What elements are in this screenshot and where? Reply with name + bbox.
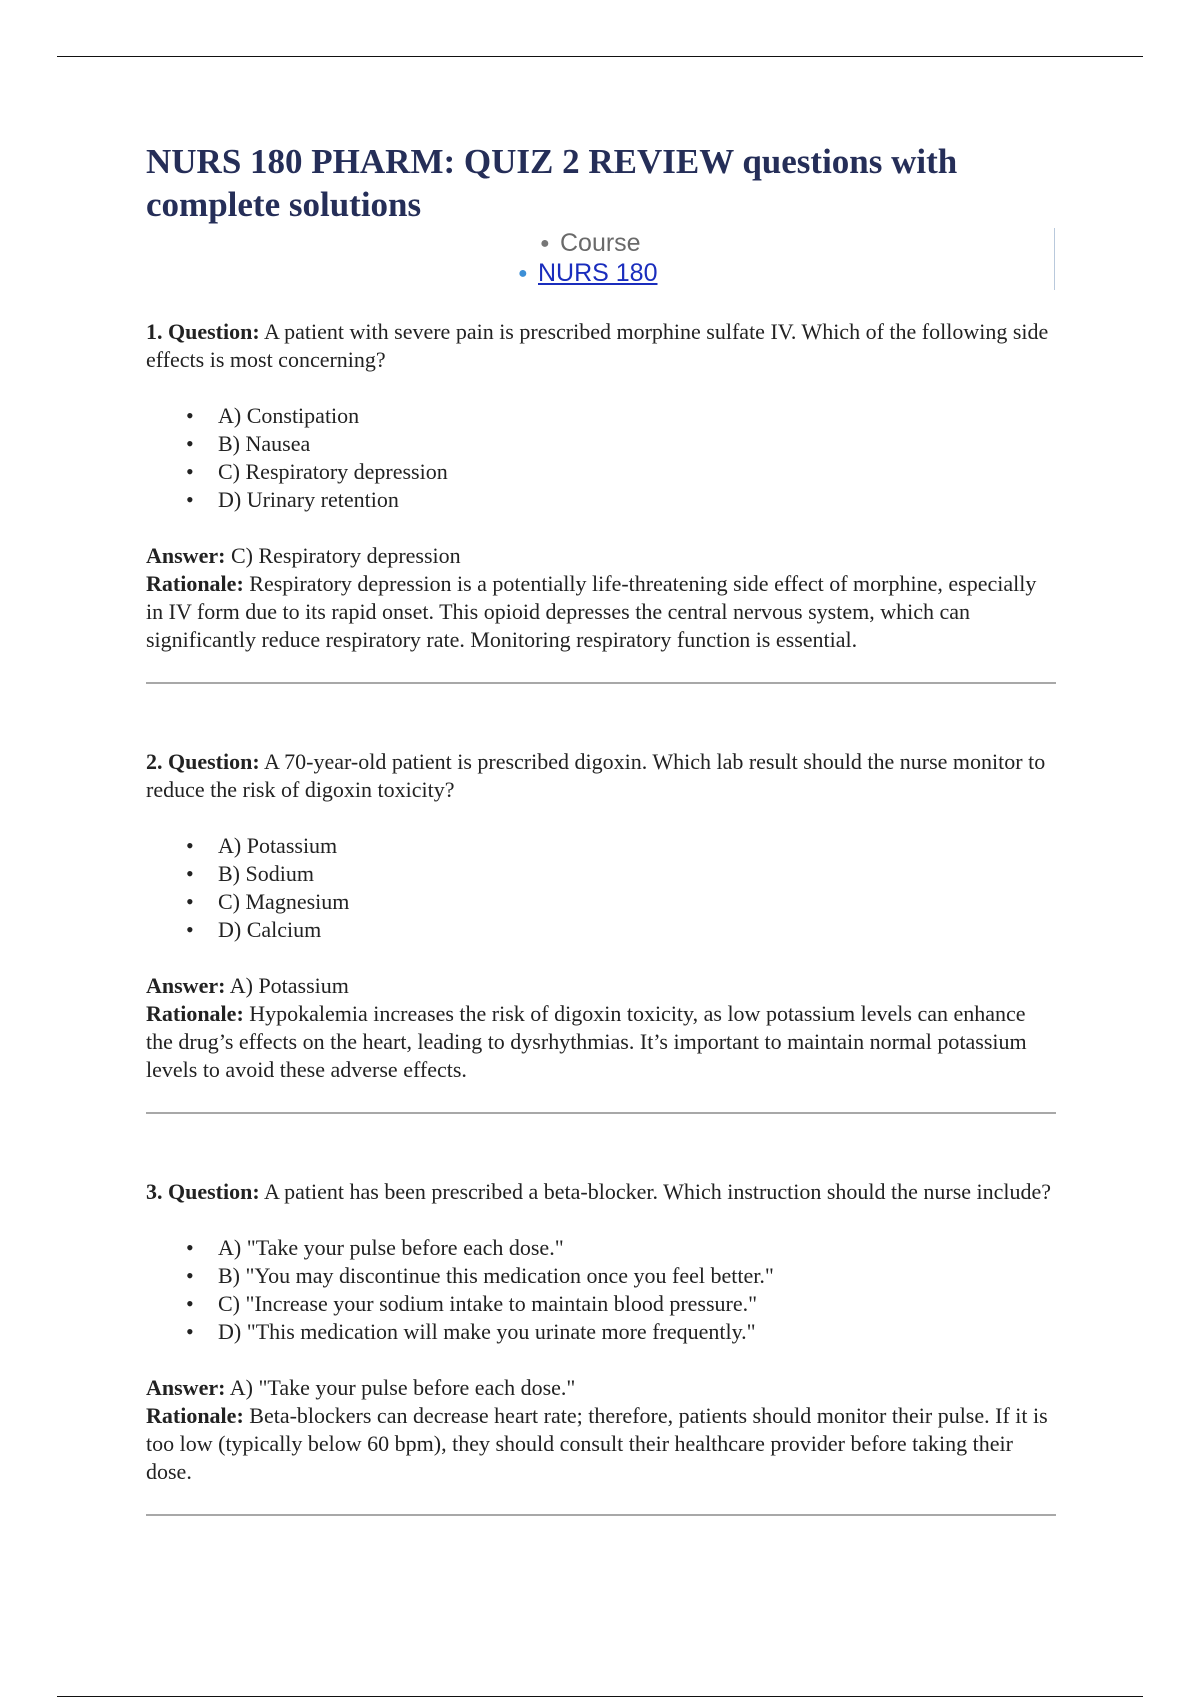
page-title: NURS 180 PHARM: QUIZ 2 REVIEW questions with complete solutions: [146, 142, 958, 224]
course-breadcrumb: [146, 228, 1056, 298]
option-item: • C) "Increase your sodium intake to maintain blood pressure.": [186, 1290, 1056, 1318]
question-block-1: [146, 318, 1056, 684]
course-label: Course: [560, 229, 641, 257]
question-body: A patient has been prescribed a beta-blocker. Which instruction should the nurse include?: [263, 1179, 1052, 1204]
answer-value: A) "Take your pulse before each dose.": [229, 1375, 576, 1400]
question-text: [146, 318, 1056, 374]
rationale-text: Beta-blockers can decrease heart rate; therefore, patients should monitor their pulse. If it is too low (typically below 60 bpm), they should consult their healthcare provider before taking their dose.: [146, 1403, 1048, 1484]
question-text: [146, 1178, 1056, 1206]
options-list: [146, 402, 1056, 514]
answer-line: [146, 972, 1056, 1000]
answer-value: A) Potassium: [229, 973, 349, 998]
option-item: • A) Potassium: [186, 832, 1056, 860]
course-link-item[interactable]: [518, 258, 658, 289]
rationale-line: [146, 1000, 1056, 1084]
rationale-text: Respiratory depression is a potentially life-threatening side effect of morphine, especially in IV form due to its rapid onset. This opioid depresses the central nervous system, which can significantly reduce respiratory rate. Monitoring respiratory function is essential.: [146, 571, 1037, 652]
rationale-label: Rationale:: [146, 1403, 244, 1428]
option-item: • B) "You may discontinue this medication once you feel better.": [186, 1262, 1056, 1290]
option-item: • A) Constipation: [186, 402, 1056, 430]
question-label: Question:: [168, 1179, 260, 1204]
answer-value: C) Respiratory depression: [230, 543, 461, 568]
question-label: Question:: [168, 749, 260, 774]
document-body: [146, 140, 1056, 1516]
answer-line: [146, 1374, 1056, 1402]
option-item: • D) Calcium: [186, 916, 1056, 944]
question-text: [146, 748, 1056, 804]
rationale-line: [146, 1402, 1056, 1486]
top-page-rule: [57, 56, 1143, 57]
option-item: • B) Sodium: [186, 860, 1056, 888]
option-item: • C) Respiratory depression: [186, 458, 1056, 486]
option-item: • C) Magnesium: [186, 888, 1056, 916]
section-divider: [146, 1112, 1056, 1114]
question-body: A 70-year-old patient is prescribed digoxin. Which lab result should the nurse monitor to reduce the risk of digoxin toxicity?: [146, 749, 1046, 802]
options-list: [146, 1234, 1056, 1346]
question-body: A patient with severe pain is prescribed morphine sulfate IV. Which of the following side effects is most concerning?: [146, 319, 1049, 372]
answer-label: Answer:: [146, 1375, 226, 1400]
question-label: Question:: [168, 319, 260, 344]
course-label-item: [540, 228, 641, 259]
question-block-2: [146, 748, 1056, 1114]
bullet-icon: ●: [518, 265, 528, 283]
rationale-label: Rationale:: [146, 1001, 244, 1026]
option-item: • B) Nausea: [186, 430, 1056, 458]
options-list: [146, 832, 1056, 944]
answer-label: Answer:: [146, 973, 226, 998]
question-number: 3.: [146, 1179, 163, 1204]
rationale-line: [146, 570, 1056, 654]
answer-line: [146, 542, 1056, 570]
question-block-3: [146, 1178, 1056, 1516]
bottom-page-rule: [57, 1696, 1143, 1697]
rationale-label: Rationale:: [146, 571, 244, 596]
rationale-text: Hypokalemia increases the risk of digoxin toxicity, as low potassium levels can enhance the drug’s effects on the heart, leading to dysrhythmias. It’s important to maintain normal potassium levels to avoid these adverse effects.: [146, 1001, 1027, 1082]
section-divider: [146, 1514, 1056, 1516]
option-item: • A) "Take your pulse before each dose.": [186, 1234, 1056, 1262]
question-number: 2.: [146, 749, 163, 774]
question-number: 1.: [146, 319, 163, 344]
section-divider: [146, 682, 1056, 684]
option-item: • D) "This medication will make you urinate more frequently.": [186, 1318, 1056, 1346]
answer-label: Answer:: [146, 543, 226, 568]
option-item: • D) Urinary retention: [186, 486, 1056, 514]
course-link[interactable]: NURS 180: [538, 259, 658, 287]
vertical-divider: [1054, 228, 1055, 290]
bullet-icon: ●: [540, 235, 550, 253]
